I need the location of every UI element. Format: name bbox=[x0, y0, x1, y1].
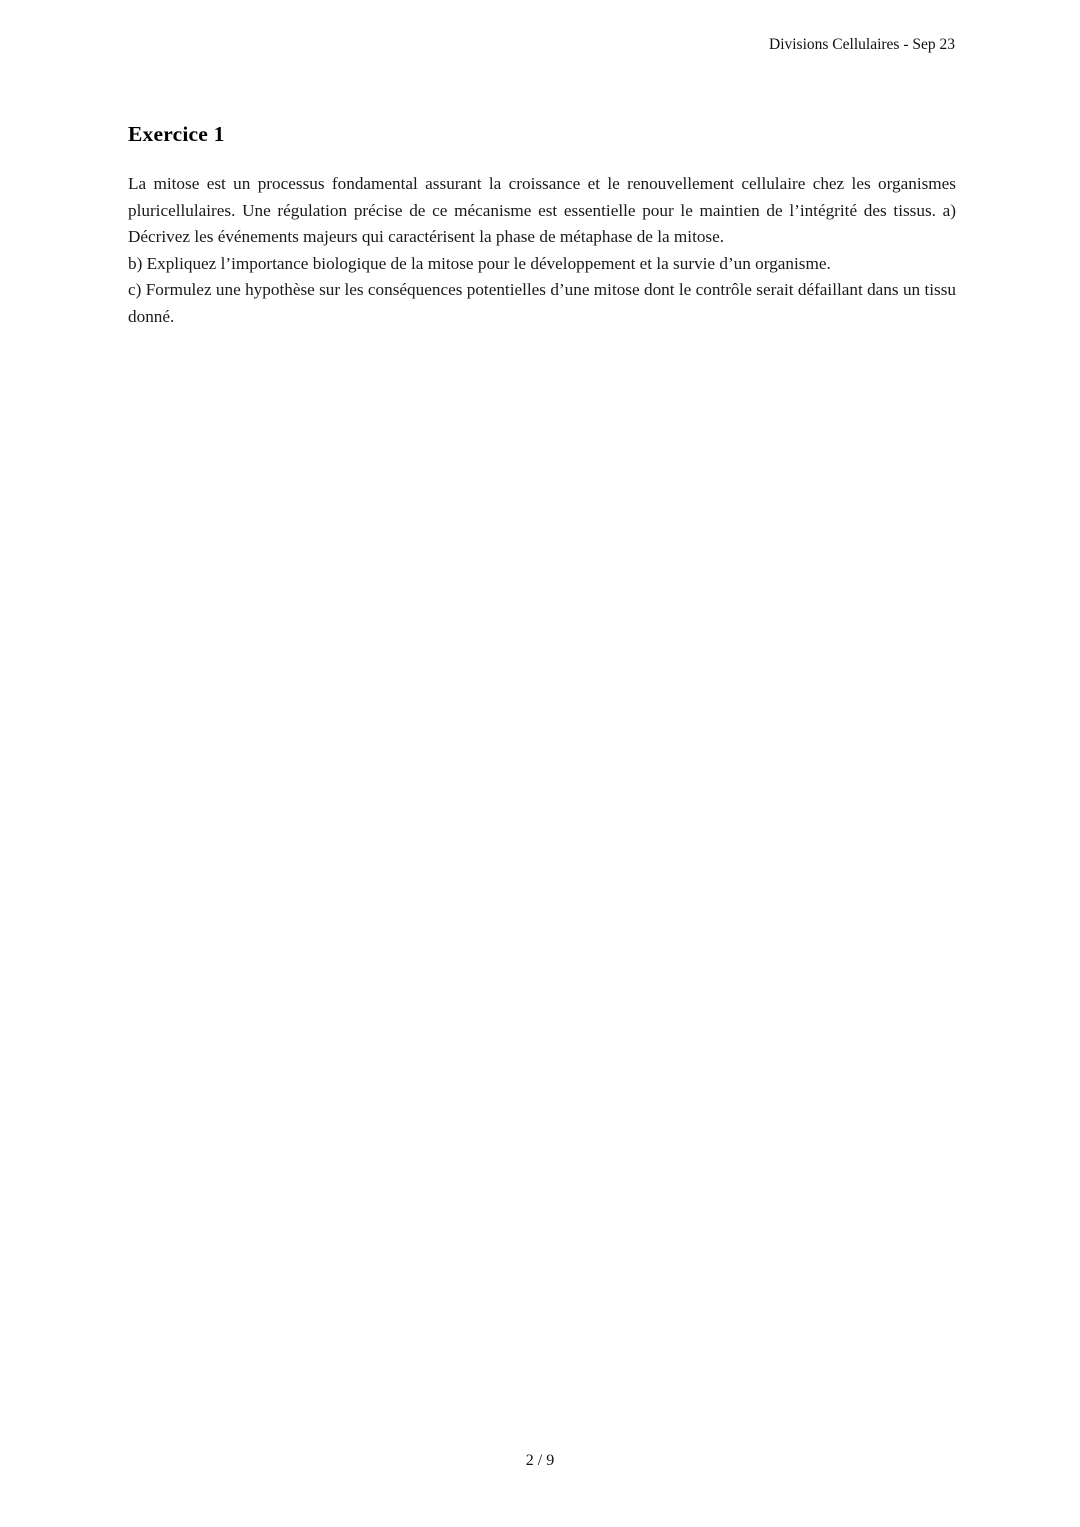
exercise-body bbox=[128, 171, 956, 331]
exercise-question-c: c) Formulez une hypothèse sur les conséquences potentielles d’une mitose dont le contrôle serait défaillant dans un tissu donné. bbox=[128, 280, 956, 326]
exercise-statement: La mitose est un processus fondamental assurant la croissance et le renouvellement cellulaire chez les organismes pluricellulaires. Une régulation précise de ce mécanisme est essentielle pour le maintien de l’intégrité des tissus. a) Décrivez les événements majeurs qui caractérisent la phase de métaphase de la mitose. bbox=[128, 174, 956, 247]
exercise-question-b: b) Expliquez l’importance biologique de la mitose pour le développement et la survie d’un organisme. bbox=[128, 253, 831, 273]
exercise-title: Exercice 1 bbox=[128, 122, 225, 146]
page-number: 2 / 9 bbox=[525, 1452, 555, 1469]
running-header: Divisions Cellulaires - Sep 23 bbox=[769, 36, 955, 53]
